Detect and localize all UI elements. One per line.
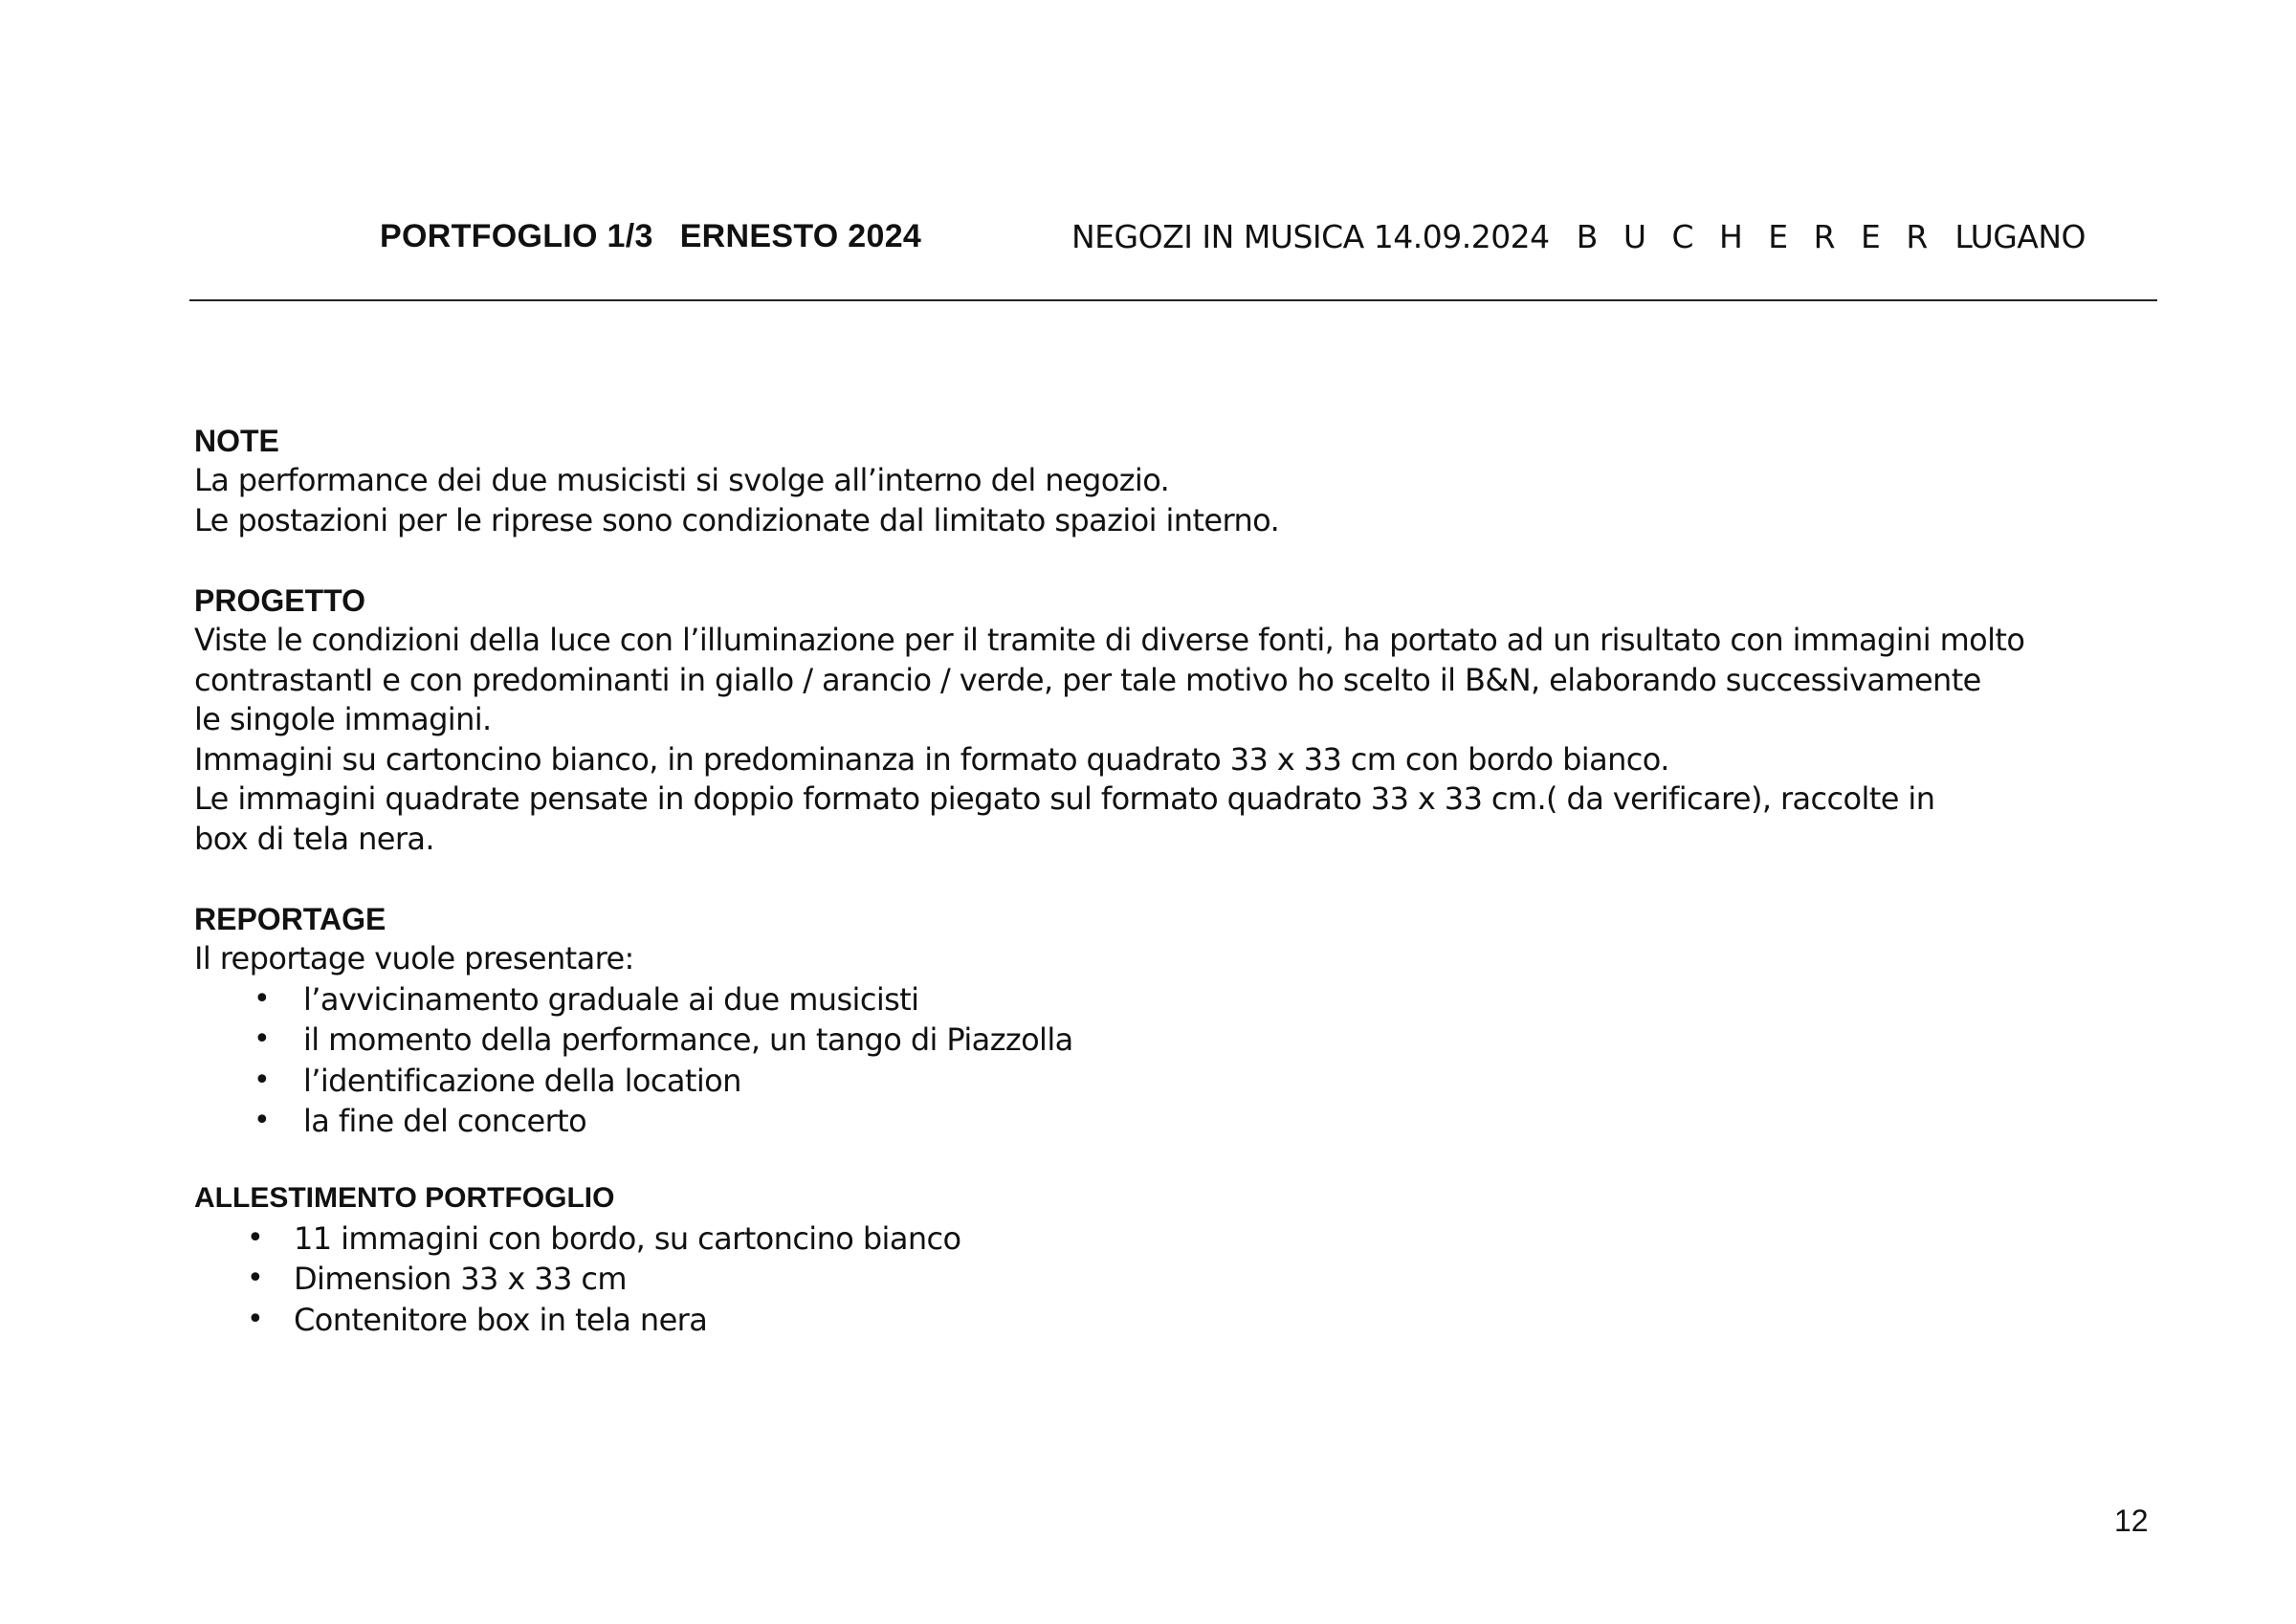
header-divider (189, 299, 2157, 301)
allestimento-list (194, 1218, 2165, 1341)
list-item-text: Contenitore box in tela nera (294, 1301, 708, 1338)
section-title: NOTE (194, 424, 279, 458)
bullet-icon: • (247, 1220, 264, 1255)
reportage-list (194, 979, 2165, 1142)
paragraph-line: Le postazioni per le riprese sono condizionate dal limitato spazioi interno. (194, 501, 1280, 538)
section-title: PROGETTO (194, 583, 365, 618)
list-item (194, 1020, 2165, 1061)
bullet-icon: • (254, 1022, 271, 1056)
list-item (194, 979, 2165, 1020)
list-item (194, 1300, 2165, 1341)
city-label: LUGANO (1954, 218, 2086, 255)
section-progetto (194, 581, 2165, 859)
section-reportage (194, 899, 2165, 1142)
paragraph-line: Il reportage vuole presentare: (194, 940, 634, 977)
bullet-icon: • (254, 981, 271, 1016)
paragraph-line: le singole immagini. (194, 701, 492, 737)
list-item-text: l’identificazione della location (303, 1062, 741, 1099)
list-item (194, 1259, 2165, 1300)
section-note (194, 421, 2165, 540)
shop-label: B U C H E R E R (1576, 218, 1936, 255)
paragraph-line: contrastantI e con predominanti in giallo / arancio / verde, per tale motivo ho scelto il B&N, elaborando successivamente (194, 661, 1981, 698)
list-item-text: 11 immagini con bordo, su cartoncino bianco (294, 1219, 961, 1257)
paragraph-line: Le immagini quadrate pensate in doppio formato piegato sul formato quadrato 33 x 33 cm.( da verificare), raccolte in (194, 780, 1935, 817)
author-year-label: ERNESTO 2024 (679, 218, 922, 254)
paragraph-line: La performance dei due musicisti si svolge all’interno del negozio. (194, 462, 1170, 498)
paragraph-line: Immagini su cartoncino bianco, in predominanza in formato quadrato 33 x 33 cm con bordo bianco. (194, 740, 1669, 778)
list-item-text: il momento della performance, un tango di Piazzolla (303, 1021, 1073, 1058)
paragraph-line: box di tela nera. (194, 820, 435, 857)
bullet-icon: • (247, 1302, 264, 1336)
list-item-text: la fine del concerto (303, 1103, 587, 1139)
document-body (194, 421, 2165, 1380)
bullet-icon: • (247, 1262, 264, 1295)
section-allestimento (194, 1178, 2165, 1341)
paragraph-line: Viste le condizioni della luce con l’illuminazione per il tramite di diverse fonti, ha portato ad un risultato con immagini molto (194, 622, 2025, 658)
list-item (194, 1061, 2165, 1102)
header-portfolio-title (380, 218, 921, 255)
list-item-text: Dimension 33 x 33 cm (294, 1261, 627, 1297)
bullet-icon: • (254, 1104, 271, 1137)
event-label: NEGOZI IN MUSICA 14.09.2024 (1071, 218, 1550, 255)
page-number: 12 (2114, 1503, 2149, 1538)
bullet-icon: • (254, 1063, 271, 1097)
list-item-text: l’avvicinamento graduale ai due musicisti (303, 980, 919, 1018)
list-item (194, 1218, 2165, 1260)
portfolio-label: PORTFOGLIO 1/3 (380, 218, 653, 254)
section-title: ALLESTIMENTO PORTFOGLIO (194, 1181, 615, 1214)
list-item (194, 1101, 2165, 1142)
section-title: REPORTAGE (194, 902, 386, 936)
header-event-info (1071, 218, 2086, 255)
